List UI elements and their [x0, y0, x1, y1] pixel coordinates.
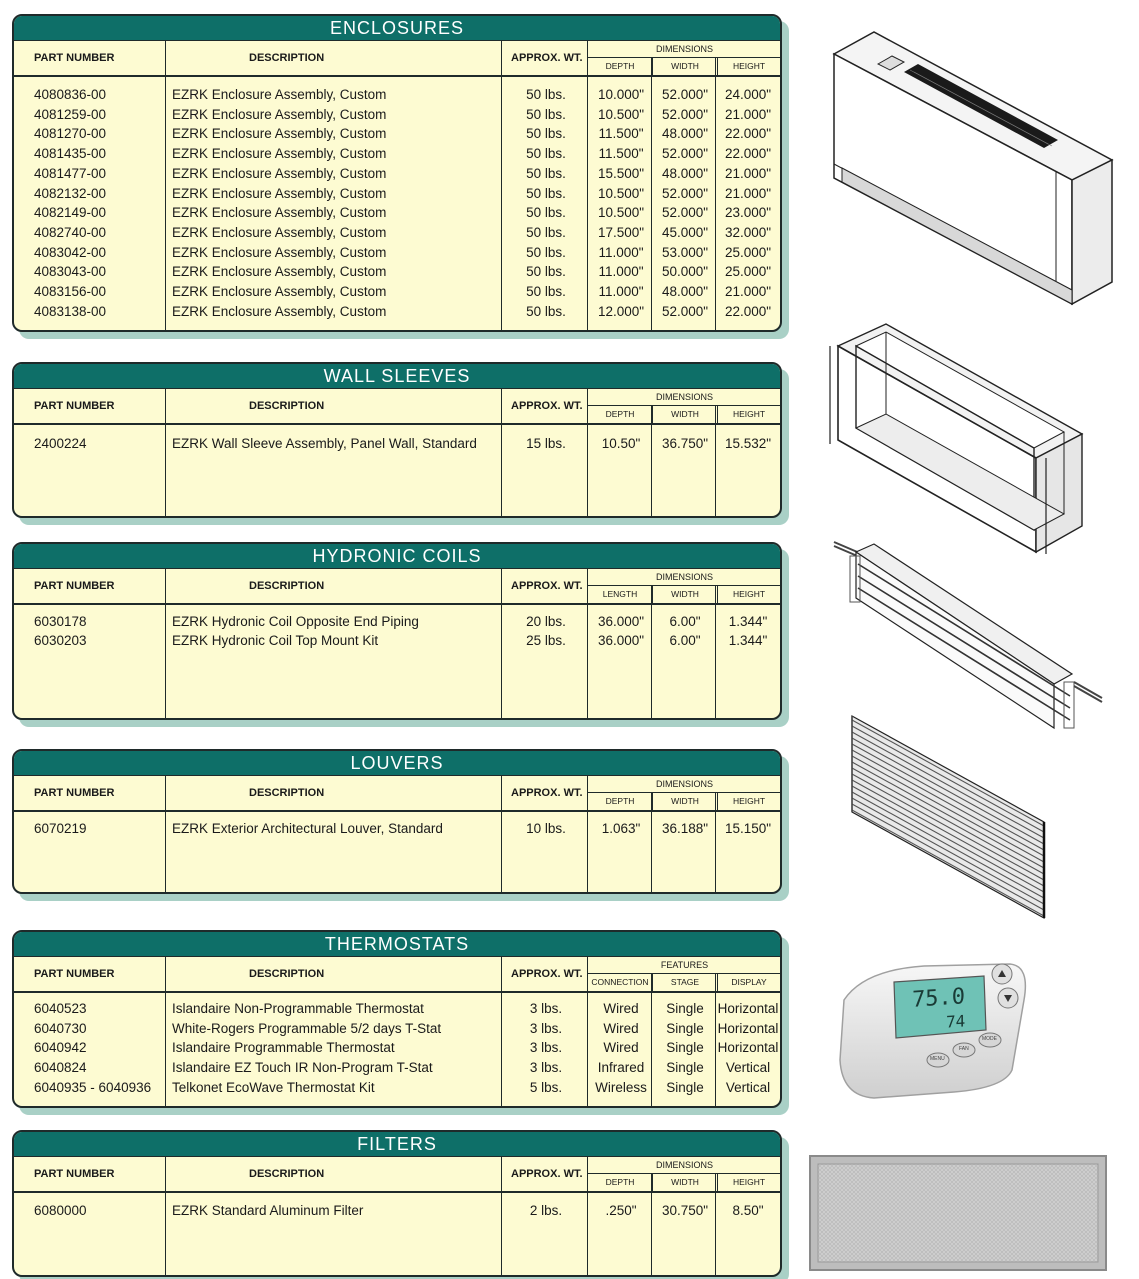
filter-illustration: [808, 1154, 1110, 1274]
value-col-1: Wired: [603, 1001, 639, 1016]
value-col-1: 11.500": [598, 126, 644, 142]
description: EZRK Enclosure Assembly, Custom: [172, 87, 387, 102]
description-header: DESCRIPTION: [249, 400, 325, 412]
approx-wt-header: APPROX. WT.: [511, 1168, 583, 1180]
sub-header-1: CONNECTION: [591, 977, 649, 987]
approx-weight: 50 lbs.: [526, 165, 566, 181]
value-col-2: 48.000": [661, 284, 709, 299]
sub-header-3: HEIGHT: [717, 586, 780, 604]
value-col-1: 10.500": [597, 205, 645, 221]
part-number-header: PART NUMBER: [34, 580, 115, 592]
value-col-1: 1.063": [601, 821, 641, 836]
enclosures-header: [14, 41, 780, 77]
sub-header-2: WIDTH: [652, 58, 717, 76]
value-col-2: Single: [666, 1079, 704, 1095]
description: EZRK Enclosure Assembly, Custom: [172, 244, 387, 260]
enclosure-illustration: [826, 28, 1116, 318]
table-row: [14, 1080, 780, 1100]
thermostats-section: [12, 930, 782, 1108]
value-col-3: 1.344": [728, 633, 768, 648]
part-number: 4083138-00: [34, 303, 107, 319]
part-number: 6040523: [34, 1001, 87, 1016]
description-header: DESCRIPTION: [249, 1168, 325, 1180]
value-col-1: 12.000": [597, 303, 645, 319]
group-label: DIMENSIONS: [655, 1160, 713, 1170]
value-col-3: Vertical: [725, 1079, 771, 1095]
approx-weight: 3 lbs.: [529, 1040, 563, 1056]
table-row: [14, 304, 780, 324]
approx-weight: 50 lbs.: [526, 185, 566, 201]
part-number: 6070219: [34, 821, 87, 836]
table-row: [14, 264, 780, 284]
fan-button-label: FAN: [959, 1046, 969, 1052]
lcd-big-reading: 75.0: [912, 984, 965, 1013]
value-col-1: Infrared: [597, 1060, 645, 1076]
value-col-3: Horizontal: [717, 1001, 779, 1016]
value-col-3: 1.344": [728, 614, 768, 629]
wall-sleeves-section: [12, 362, 782, 518]
part-number: 4081435-00: [34, 146, 107, 162]
value-col-3: 15.532": [724, 436, 772, 451]
louvers-title: LOUVERS: [14, 751, 780, 776]
approx-weight: 50 lbs.: [526, 244, 566, 260]
description: Islandaire Non-Programmable Thermostat: [172, 1001, 424, 1016]
part-number-header: PART NUMBER: [34, 787, 115, 799]
approx-weight: 50 lbs.: [526, 87, 566, 102]
wall-sleeve-illustration: [826, 316, 1096, 556]
value-col-1: Wired: [603, 1020, 639, 1036]
menu-button-label: MENU: [930, 1056, 945, 1062]
part-number-header: PART NUMBER: [34, 1168, 115, 1180]
table-row: [14, 821, 780, 841]
part-number: 4082740-00: [34, 224, 107, 240]
part-number: 4082149-00: [34, 205, 107, 221]
description: EZRK Enclosure Assembly, Custom: [172, 224, 387, 240]
value-col-2: 36.750": [661, 436, 709, 451]
value-col-1: 10.500": [597, 185, 645, 201]
mode-button-label: MODE: [982, 1036, 997, 1042]
table-row: [14, 284, 780, 304]
table-row: [14, 126, 780, 146]
value-col-1: 11.000": [598, 284, 644, 299]
value-col-3: 22.000": [724, 303, 772, 319]
group-label: DIMENSIONS: [655, 44, 713, 54]
description: EZRK Enclosure Assembly, Custom: [172, 146, 387, 162]
description: Islandaire Programmable Thermostat: [172, 1040, 395, 1056]
table-row: [14, 1040, 780, 1060]
approx-wt-header: APPROX. WT.: [511, 52, 583, 64]
approx-weight: 25 lbs.: [526, 633, 566, 648]
filters-title: FILTERS: [14, 1132, 780, 1157]
sub-header-1: DEPTH: [605, 61, 635, 71]
approx-wt-header: APPROX. WT.: [511, 400, 583, 412]
wall-sleeves-title: WALL SLEEVES: [14, 364, 780, 389]
part-number-header: PART NUMBER: [34, 52, 115, 64]
enclosures-dimensions-group: [587, 41, 781, 75]
table-row: [14, 1001, 780, 1021]
value-col-1: Wireless: [595, 1079, 647, 1095]
part-number: 4082132-00: [34, 185, 107, 201]
description: EZRK Wall Sleeve Assembly, Panel Wall, Standard: [172, 436, 477, 451]
part-number-header: PART NUMBER: [34, 400, 115, 412]
part-number: 4083156-00: [34, 284, 107, 299]
sub-header-3: HEIGHT: [717, 406, 780, 424]
sub-header-1: DEPTH: [605, 1177, 635, 1187]
value-col-2: 45.000": [661, 224, 709, 240]
value-col-2: 53.000": [661, 244, 709, 260]
description: Islandaire EZ Touch IR Non-Program T-Stat: [172, 1060, 433, 1076]
value-col-3: Horizontal: [717, 1040, 779, 1056]
table-row: [14, 146, 780, 166]
table-row: [14, 107, 780, 127]
part-number: 4081259-00: [34, 106, 107, 122]
part-number-header: PART NUMBER: [34, 968, 115, 980]
value-col-3: 32.000": [724, 224, 772, 240]
value-col-3: 25.000": [724, 264, 772, 280]
value-col-2: 52.000": [661, 106, 709, 122]
value-col-3: 24.000": [724, 87, 772, 102]
part-number: 6040942: [34, 1040, 87, 1056]
sub-header-2: WIDTH: [652, 793, 717, 811]
approx-weight: 2 lbs.: [529, 1203, 563, 1218]
value-col-1: 15.500": [597, 165, 645, 181]
description: EZRK Enclosure Assembly, Custom: [172, 205, 387, 221]
description: EZRK Enclosure Assembly, Custom: [172, 126, 387, 142]
approx-weight: 3 lbs.: [529, 1060, 563, 1076]
approx-weight: 15 lbs.: [526, 436, 566, 451]
hydronic-coil-illustration: [826, 532, 1106, 732]
enclosures-title: ENCLOSURES: [14, 16, 780, 41]
group-label: DIMENSIONS: [655, 392, 713, 402]
value-col-3: 22.000": [724, 126, 772, 142]
value-col-1: 36.000": [597, 614, 645, 629]
approx-wt-header: APPROX. WT.: [511, 968, 583, 980]
approx-weight: 50 lbs.: [526, 264, 566, 280]
filters-dimensions-group: [587, 1157, 781, 1191]
part-number: 6040935 - 6040936: [34, 1079, 152, 1095]
description: EZRK Hydronic Coil Top Mount Kit: [172, 633, 379, 648]
table-row: [14, 1021, 780, 1041]
value-col-1: 10.000": [597, 87, 645, 102]
value-col-1: 10.50": [601, 436, 641, 451]
lcd-small-reading: 74: [946, 1011, 966, 1032]
thermostats-title: THERMOSTATS: [14, 932, 780, 957]
louvers-header: [14, 776, 780, 812]
description: EZRK Exterior Architectural Louver, Standard: [172, 821, 443, 836]
approx-weight: 5 lbs.: [529, 1079, 563, 1095]
value-col-2: Single: [666, 1001, 704, 1016]
part-number: 2400224: [34, 436, 87, 451]
value-col-2: Single: [666, 1060, 704, 1076]
value-col-3: 8.50": [732, 1203, 764, 1218]
table-row: [14, 614, 780, 634]
louver-illustration: [826, 712, 1056, 922]
value-col-2: 52.000": [661, 205, 709, 221]
value-col-1: .250": [605, 1203, 637, 1218]
table-row: [14, 1060, 780, 1080]
part-number: 6040730: [34, 1020, 87, 1036]
value-col-2: 50.000": [661, 264, 709, 280]
value-col-3: 21.000": [724, 165, 772, 181]
approx-weight: 50 lbs.: [526, 106, 566, 122]
value-col-2: 52.000": [661, 303, 709, 319]
description: EZRK Enclosure Assembly, Custom: [172, 264, 387, 280]
table-row: [14, 1203, 780, 1223]
description: EZRK Standard Aluminum Filter: [172, 1203, 364, 1218]
approx-weight: 50 lbs.: [526, 303, 566, 319]
description: EZRK Enclosure Assembly, Custom: [172, 303, 387, 319]
thermostat-body: [834, 960, 1034, 1100]
group-label: FEATURES: [660, 960, 709, 970]
table-row: [14, 205, 780, 225]
value-col-1: 36.000": [597, 633, 645, 648]
sub-header-2: WIDTH: [652, 586, 717, 604]
hydronic-coils-header: [14, 569, 780, 605]
wall-sleeves-dimensions-group: [587, 389, 781, 423]
value-col-3: 15.150": [724, 821, 772, 836]
sub-header-2: WIDTH: [652, 1174, 717, 1192]
value-col-3: 21.000": [724, 185, 772, 201]
approx-weight: 50 lbs.: [526, 146, 566, 162]
value-col-3: 21.000": [724, 106, 772, 122]
value-col-2: 48.000": [661, 126, 709, 142]
approx-weight: 3 lbs.: [529, 1001, 563, 1016]
hydronic-coils-section: [12, 542, 782, 720]
value-col-2: 52.000": [661, 146, 709, 162]
part-number: 4081270-00: [34, 126, 107, 142]
approx-weight: 50 lbs.: [526, 126, 566, 142]
description-header: DESCRIPTION: [249, 580, 325, 592]
sub-header-1: LENGTH: [602, 589, 638, 599]
sub-header-2: STAGE: [652, 974, 717, 992]
description: EZRK Enclosure Assembly, Custom: [172, 185, 387, 201]
louvers-section: [12, 749, 782, 894]
hydronic-coils-title: HYDRONIC COILS: [14, 544, 780, 569]
part-number: 4083043-00: [34, 264, 107, 280]
value-col-1: 11.000": [598, 244, 644, 260]
value-col-3: Vertical: [725, 1060, 771, 1076]
value-col-1: 10.500": [597, 106, 645, 122]
filters-header: [14, 1157, 780, 1193]
part-number: 4080836-00: [34, 87, 107, 102]
approx-wt-header: APPROX. WT.: [511, 580, 583, 592]
part-number: 4081477-00: [34, 165, 107, 181]
sub-header-1: DEPTH: [605, 796, 635, 806]
value-col-2: 6.00": [669, 633, 701, 648]
value-col-2: 36.188": [661, 821, 709, 836]
part-number: 4083042-00: [34, 244, 107, 260]
part-number: 6080000: [34, 1203, 87, 1218]
value-col-1: 11.500": [598, 146, 644, 162]
description-header: DESCRIPTION: [249, 968, 325, 980]
sub-header-3: HEIGHT: [717, 1174, 780, 1192]
description-header: DESCRIPTION: [249, 787, 325, 799]
description: EZRK Hydronic Coil Opposite End Piping: [172, 614, 419, 629]
approx-weight: 50 lbs.: [526, 284, 566, 299]
part-number: 6030203: [34, 633, 87, 648]
value-col-3: 21.000": [724, 284, 772, 299]
description: EZRK Enclosure Assembly, Custom: [172, 284, 387, 299]
louvers-dimensions-group: [587, 776, 781, 810]
value-col-1: 17.500": [597, 224, 645, 240]
part-number: 6030178: [34, 614, 87, 629]
value-col-3: 25.000": [724, 244, 772, 260]
filters-section: [12, 1130, 782, 1277]
description: EZRK Enclosure Assembly, Custom: [172, 106, 387, 122]
value-col-2: 30.750": [661, 1203, 709, 1218]
thermostats-dimensions-group: [587, 957, 781, 991]
table-row: [14, 436, 780, 456]
sub-header-2: WIDTH: [652, 406, 717, 424]
value-col-3: 23.000": [724, 205, 772, 221]
approx-weight: 3 lbs.: [529, 1020, 563, 1036]
description: EZRK Enclosure Assembly, Custom: [172, 165, 387, 181]
table-row: [14, 225, 780, 245]
table-row: [14, 633, 780, 653]
thermostat-illustration: [834, 960, 1034, 1100]
value-col-2: Single: [666, 1040, 704, 1056]
wall-sleeves-header: [14, 389, 780, 425]
table-row: [14, 186, 780, 206]
sub-header-3: HEIGHT: [717, 58, 780, 76]
part-number: 6040824: [34, 1060, 87, 1076]
description: White-Rogers Programmable 5/2 days T-Stat: [172, 1020, 442, 1036]
value-col-2: 52.000": [661, 87, 709, 102]
value-col-2: 6.00": [669, 614, 701, 629]
value-col-2: 52.000": [661, 185, 709, 201]
description-header: DESCRIPTION: [249, 52, 325, 64]
table-row: [14, 245, 780, 265]
value-col-3: Horizontal: [717, 1020, 779, 1036]
sub-header-3: HEIGHT: [717, 793, 780, 811]
table-row: [14, 166, 780, 186]
table-row: [14, 87, 780, 107]
value-col-1: 11.000": [598, 264, 644, 280]
approx-weight: 10 lbs.: [526, 821, 566, 836]
enclosures-section: [12, 14, 782, 332]
approx-weight: 50 lbs.: [526, 205, 566, 221]
value-col-3: 22.000": [724, 146, 772, 162]
group-label: DIMENSIONS: [655, 779, 713, 789]
hydronic-coils-dimensions-group: [587, 569, 781, 603]
value-col-1: Wired: [603, 1040, 639, 1056]
approx-wt-header: APPROX. WT.: [511, 787, 583, 799]
approx-weight: 20 lbs.: [526, 614, 566, 629]
description: Telkonet EcoWave Thermostat Kit: [172, 1079, 375, 1095]
thermostats-header: [14, 957, 780, 993]
sub-header-1: DEPTH: [605, 409, 635, 419]
approx-weight: 50 lbs.: [526, 224, 566, 240]
group-label: DIMENSIONS: [655, 572, 713, 582]
value-col-2: Single: [666, 1020, 704, 1036]
sub-header-3: DISPLAY: [717, 974, 780, 992]
value-col-2: 48.000": [661, 165, 709, 181]
